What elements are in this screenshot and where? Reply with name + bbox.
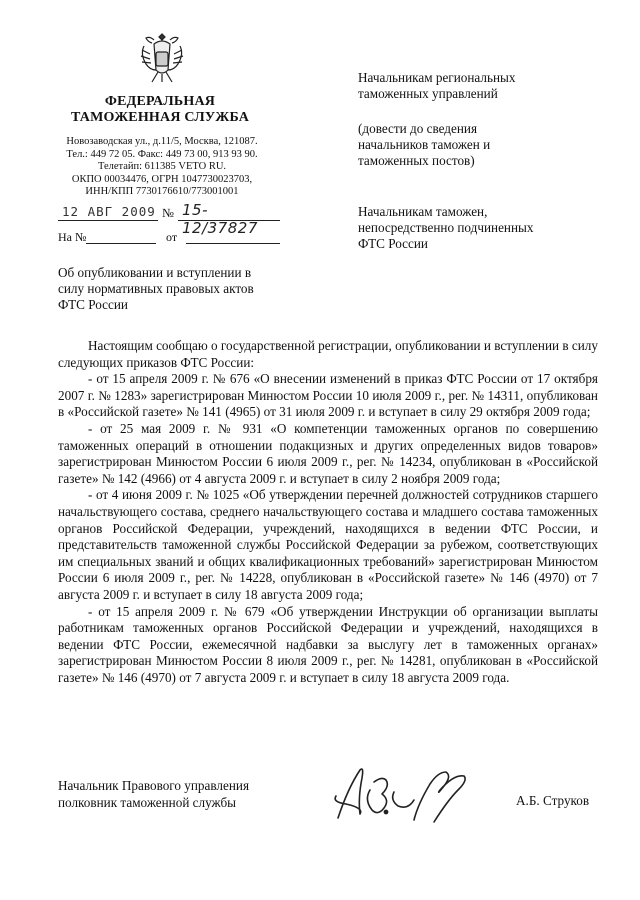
recipient-line: Начальникам региональных [358, 70, 516, 85]
body-item-order-1025: - от 4 июня 2009 г. № 1025 «Об утверждении перечней должностей сотрудников старшего начальствующего состава, среднего начальствующего состава и младшего состава таможенных органов Российской Федерации, учреждений, находящихся в ведении ФТС России, и представительств таможенной службы Российской Федерации за рубежом, соответствующих им специальных званий и общих квалификационных требований» зарегистрирован Минюстом России 6 июля 2009 г., рег. № 14228, опубликован в «Российской газете» № 146 (4970) от 7 августа 2009 г. и вступает в силу 18 августа 2009 года; [58, 487, 598, 602]
body-intro-paragraph: Настоящим сообщаю о государственной регистрации, опубликовании и вступлении в силу следующих приказов ФТС России: [58, 338, 598, 370]
signatory-title-line: Начальник Правового управления [58, 778, 250, 793]
divider [178, 220, 280, 221]
signatory-name: А.Б. Струков [516, 793, 590, 808]
address-line: ИНН/КПП 7730176610/773001001 [85, 186, 239, 198]
subject-line: Об опубликовании и вступлении в [58, 265, 252, 280]
reference-number-blank [86, 243, 156, 244]
handwritten-signature [318, 760, 508, 830]
subject-line: ФТС России [58, 297, 128, 312]
body-item-order-679: - от 15 апреля 2009 г. № 679 «Об утверждении Инструкции об организации выплаты работникам таможенных органов Российской Федерации и учреждений, находящихся в ведении ФТС России, ежемесячной надбавки за выслугу лет в таможенных органах» зарегистрирован Минюстом России 8 июля 2009 г., рег. № 14281, опубликован в «Российской газете» № 146 (4970) от 7 августа 2009 г. и вступает в силу 18 августа 2009 года. [58, 603, 598, 685]
recipient-note-line: (довести до сведения [358, 121, 478, 136]
recipient-block-customs [358, 204, 608, 252]
state-emblem-icon [138, 30, 186, 86]
address-line: Телетайп: 611385 VETO RU. [97, 161, 227, 173]
reference-date-blank [186, 243, 280, 244]
reference-number-label: На № [58, 230, 87, 244]
org-address-block [56, 136, 268, 199]
divider [58, 220, 158, 221]
signatory-title-line: полковник таможенной службы [58, 794, 237, 810]
recipient-note-line: начальников таможен и [358, 137, 491, 152]
subject-line: силу нормативных правовых актов [58, 281, 254, 296]
address-line: Тел.: 449 72 05. Факс: 449 73 00, 913 93 90. [66, 148, 258, 160]
reference-date-label: от [166, 230, 178, 244]
letter-body [58, 338, 598, 686]
recipient-note-line: таможенных постов) [358, 153, 475, 168]
address-line: Новозаводская ул., д.11/5, Москва, 121087. [66, 136, 258, 147]
letter-subject [58, 265, 288, 313]
recipient-line: Начальникам таможен, [358, 204, 488, 219]
recipient-line: непосредственно подчиненных [358, 220, 534, 235]
recipient-block-regional [358, 70, 608, 102]
recipient-note [358, 121, 608, 169]
registration-number: 15-12/37827 [182, 201, 258, 237]
registration-date-stamp: 12 АВГ 2009 [62, 204, 156, 219]
recipient-line: ФТС России [358, 236, 428, 251]
org-name-line2: ТАМОЖЕННАЯ СЛУЖБА [70, 110, 250, 125]
body-item-order-676: - от 15 апреля 2009 г. № 676 «О внесении изменений в приказ ФТС России от 17 октября 2007 г. № 1283» зарегистрирован Минюстом России 10 июля 2009 г., рег. № 14311, опубликован в «Российской газете» № 141 (4965) от 31 июля 2009 г. и вступает в силу 29 октября 2009 года; [58, 371, 598, 420]
registration-number-label: № [162, 206, 174, 220]
organization-name [60, 94, 260, 126]
reference-row [58, 230, 278, 246]
signatory-title [58, 778, 288, 811]
org-name-line1: ФЕДЕРАЛЬНАЯ [104, 94, 216, 109]
recipient-line: таможенных управлений [358, 86, 498, 101]
address-line: ОКПО 00034476, ОГРН 1047730023703, [71, 173, 253, 185]
body-item-order-931: - от 25 мая 2009 г. № 931 «О компетенции таможенных органов по совершению таможенных операций в отношении подакцизных и других определенных видов товаров» зарегистрирован Минюстом России 6 июля 2009 г., рег. № 14234, опубликован в «Российской газете» № 142 (4966) от 4 августа 2009 г. и вступает в силу 2 ноября 2009 года; [58, 420, 598, 486]
